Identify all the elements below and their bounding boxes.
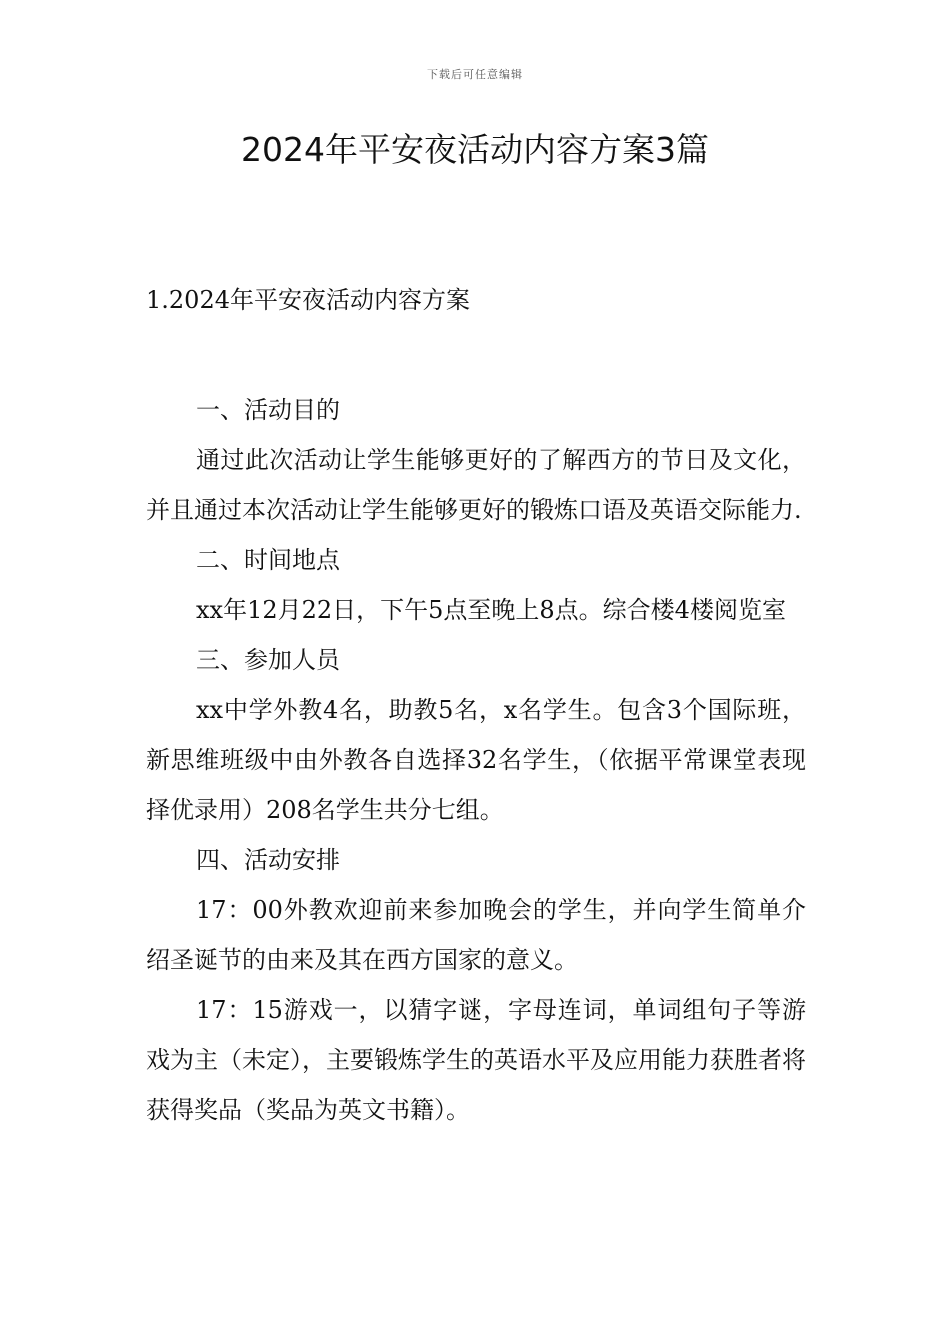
document-body [146, 277, 806, 1135]
paragraph-time-place: xx年12月22日，下午5点至晚上8点。综合楼4楼阅览室 [196, 596, 786, 624]
spacer [146, 323, 806, 385]
heading-participants: 三、参加人员 [196, 646, 340, 674]
paragraph-schedule-1715: 17：15游戏一，以猜字谜，字母连词，单词组句子等游戏为主（未定），主要锻炼学生的英语水平及应用能力获胜者将获得奖品（奖品为英文书籍）。 [146, 996, 806, 1124]
paragraph-participants: xx中学外教4名，助教5名，x名学生。包含3个国际班，新思维班级中由外教各自选择32名学生，（依据平常课堂表现择优录用）208名学生共分七组。 [146, 696, 806, 824]
header-note: 下载后可任意编辑 [427, 68, 523, 81]
heading-time-place: 二、时间地点 [196, 546, 340, 574]
document-title: 2024年平安夜活动内容方案3篇 [241, 130, 709, 169]
section-subtitle: 1.2024年平安夜活动内容方案 [146, 286, 470, 314]
heading-schedule: 四、活动安排 [196, 846, 340, 874]
paragraph-schedule-1700: 17：00外教欢迎前来参加晚会的学生，并向学生简单介绍圣诞节的由来及其在西方国家的意义。 [146, 896, 806, 974]
heading-purpose: 一、活动目的 [196, 396, 340, 424]
paragraph-purpose: 通过此次活动让学生能够更好的了解西方的节日及文化，并且通过本次活动让学生能够更好的锻炼口语及英语交际能力. [146, 446, 806, 524]
